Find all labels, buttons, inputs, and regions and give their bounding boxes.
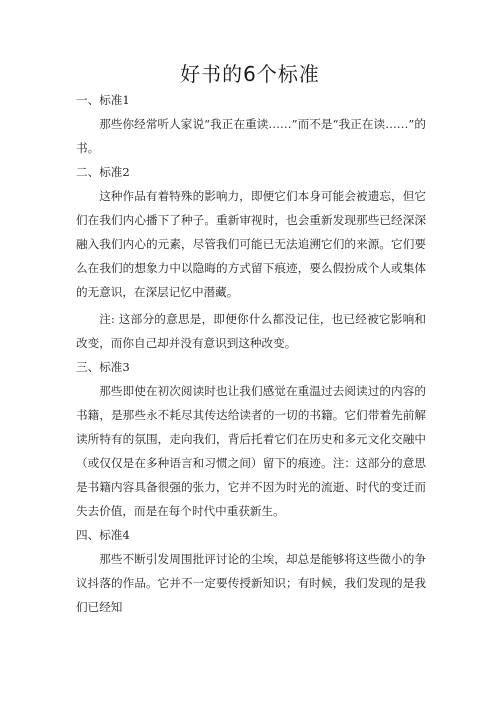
section-4 [76, 523, 426, 619]
section-heading: 二、标准2 [76, 165, 130, 179]
section-2 [76, 160, 426, 355]
paragraph: 那些你经常听人家说“我正在重读……”而不是“我正在读……”的书。 [76, 117, 426, 155]
section-3 [76, 355, 426, 523]
paragraph: 那些即使在初次阅读时也让我们感觉在重温过去阅读过的内容的书籍，是那些永不耗尽其传达给读者的一切的书籍。它们带着先前解读所特有的氛围，走向我们，背后托着它们在历史和多元文化交融中（或仅仅是在多种语言和习惯之间）留下的痕迹。注：这部分的意思是书籍内容具备很强的张力，它并不因为时光的流逝、时代的变迁而失去价值，而是在每个时代中重获新生。 [76, 384, 426, 518]
paragraph: 这种作品有着特殊的影响力，即便它们本身可能会被遗忘，但它们在我们内心播下了种子。重新审视时，也会重新发现那些已经深深融入我们内心的元素，尽管我们可能已无法追溯它们的来源。它们要么在我们的想象力中以隐晦的方式留下痕迹，要么假扮成个人或集体的无意识，在深层记忆中潜藏。 [76, 189, 426, 299]
document-body [76, 88, 426, 619]
section-1 [76, 88, 426, 160]
section-heading: 四、标准4 [76, 528, 130, 542]
note-paragraph: 注: 这部分的意思是，即便你什么都没记住，也已经被它影响和改变，而你自己却并没有意识到这种改变。 [76, 312, 426, 350]
section-heading: 三、标准3 [76, 360, 130, 374]
paragraph: 那些不断引发周围批评讨论的尘埃，却总是能够将这些微小的争议抖落的作品。它并不一定要传授新知识；有时候，我们发现的是我们已经知 [76, 552, 426, 614]
document-title: 好书的6个标准 [180, 62, 320, 86]
section-heading: 一、标准1 [76, 93, 130, 107]
